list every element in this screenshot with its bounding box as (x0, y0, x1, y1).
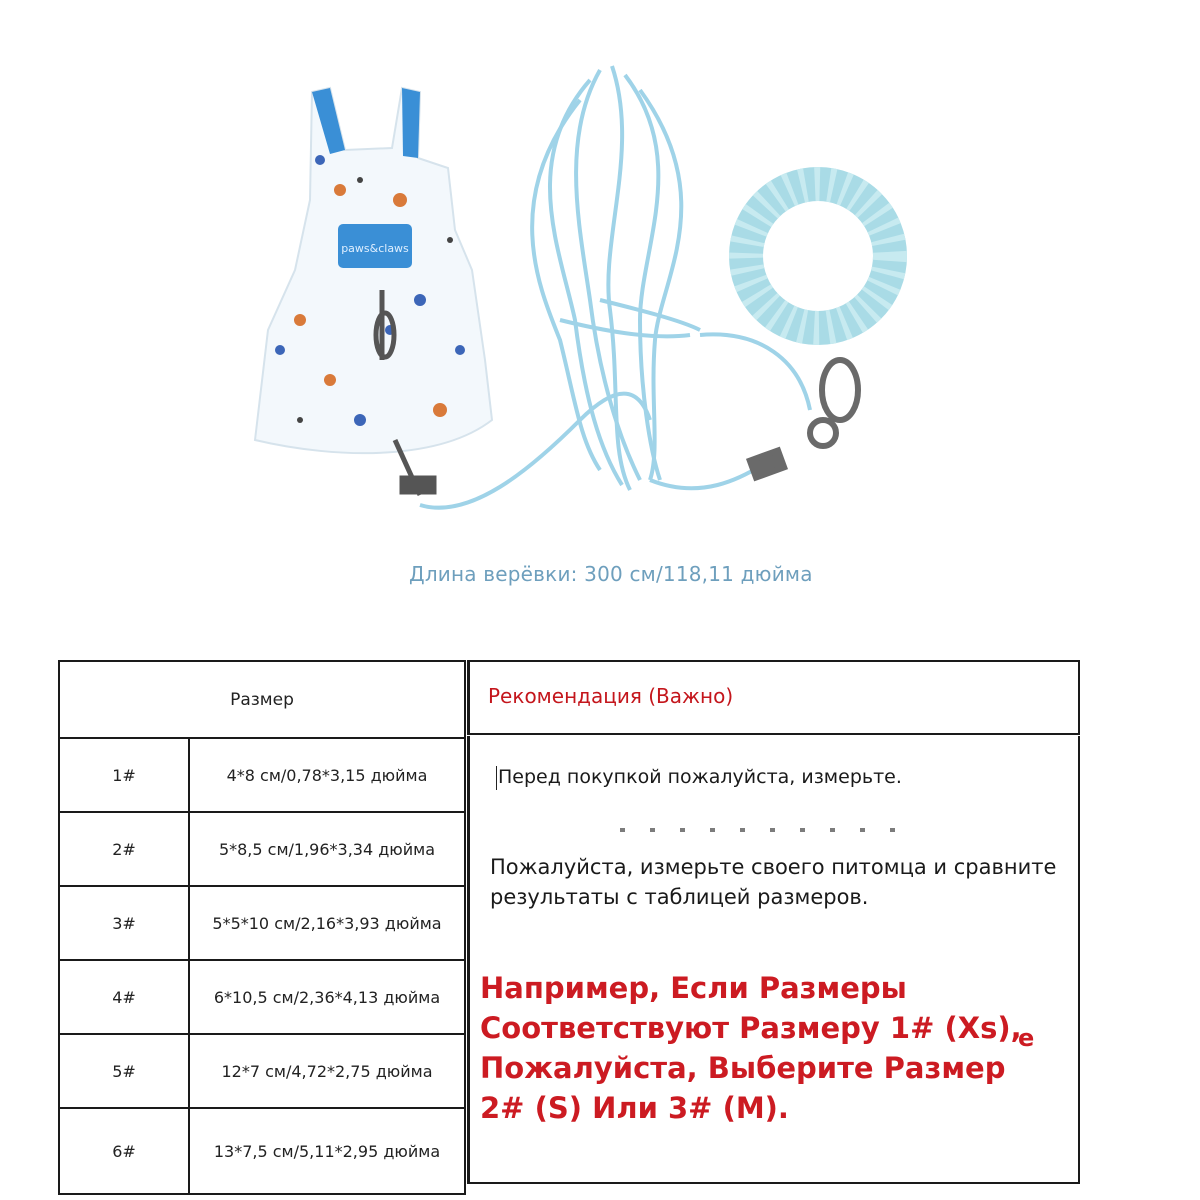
recommendation-header (467, 660, 1080, 735)
size-example-note: Например, Если Размеры Соответствуют Размеру 1# (Xs), Пожалуйста, Выберите Размер 2# (S) Или 3# (M). (480, 971, 1022, 1125)
harness-vest (255, 88, 492, 495)
measure-before-purchase: Перед покупкой пожалуйста, измерьте. (498, 766, 902, 788)
measure-pet-instruction: Пожалуйста, измерьте своего питомца и сравните результаты с таблицей размеров. (490, 855, 1057, 909)
size-dimensions: 5*5*10 см/2,16*3,93 дюйма (189, 886, 465, 960)
size-dimensions: 5*8,5 см/1,96*3,34 дюйма (189, 812, 465, 886)
dotted-artifact (620, 828, 920, 832)
size-header: Размер (59, 661, 465, 738)
size-label: 2# (59, 812, 189, 886)
rope-length-caption: Длина верёвки: 300 см/118,11 дюйма (409, 562, 813, 586)
coil-wristband (746, 184, 890, 328)
size-dimensions: 6*10,5 см/2,36*4,13 дюйма (189, 960, 465, 1034)
recommendation-body (467, 736, 1080, 1184)
size-label: 5# (59, 1034, 189, 1108)
product-photo (0, 0, 1200, 560)
size-table (58, 660, 466, 1195)
size-dimensions: 4*8 см/0,78*3,15 дюйма (189, 738, 465, 812)
size-label: 3# (59, 886, 189, 960)
text-cursor (496, 766, 497, 790)
size-label: 4# (59, 960, 189, 1034)
size-label: 6# (59, 1108, 189, 1194)
size-dimensions: 12*7 см/4,72*2,75 дюйма (189, 1034, 465, 1108)
stray-letter: e (1018, 1024, 1035, 1052)
size-label: 1# (59, 738, 189, 812)
recommendation-title: Рекомендация (Важно) (488, 684, 734, 708)
metal-clip-right (750, 360, 858, 478)
size-dimensions: 13*7,5 см/5,11*2,95 дюйма (189, 1108, 465, 1194)
brand-tag-text: paws&claws (341, 242, 409, 255)
